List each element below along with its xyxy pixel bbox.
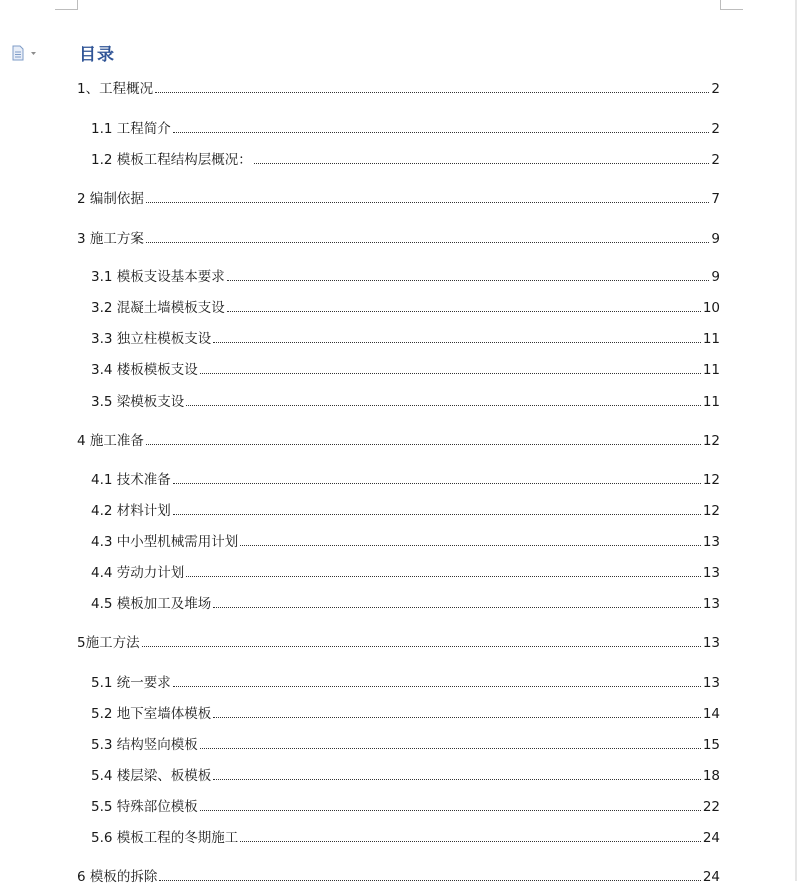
- toc-entry-page-number: 7: [711, 191, 720, 207]
- toc-entry[interactable]: [91, 327, 720, 347]
- toc-title: 目录: [79, 45, 115, 65]
- toc-entry[interactable]: [91, 561, 720, 581]
- toc-entry-label: 6 模板的拆除: [77, 869, 158, 885]
- toc-entry-page-number: 10: [702, 300, 720, 316]
- toc-entry-page-number: 15: [702, 737, 720, 753]
- toc-entry[interactable]: [91, 296, 720, 316]
- toc-entry-label: 5.1 统一要求: [91, 675, 171, 691]
- toc-entry[interactable]: [91, 530, 720, 550]
- toc-entry[interactable]: [91, 358, 720, 378]
- toc-entry-page-number: 2: [711, 81, 720, 97]
- toc-entry-label: 2 编制依据: [77, 191, 144, 207]
- toc-leader-dots: [200, 810, 701, 811]
- toc-entry[interactable]: [77, 631, 720, 651]
- toc-entry-page-number: 13: [702, 675, 720, 691]
- toc-entry-label: 1.2 模板工程结构层概况：: [91, 152, 252, 168]
- toc-leader-dots: [227, 311, 701, 312]
- toc-leader-dots: [142, 646, 701, 647]
- toc-entry-label: 3 施工方案: [77, 231, 144, 247]
- toc-entry[interactable]: [91, 795, 720, 815]
- toc-entry-label: 4.1 技术准备: [91, 472, 171, 488]
- toc-entry[interactable]: [91, 733, 720, 753]
- toc-entry[interactable]: [91, 671, 720, 691]
- toc-leader-dots: [186, 576, 701, 577]
- toc-entry[interactable]: [91, 702, 720, 722]
- toc-entry-label: 4.5 模板加工及堆场: [91, 596, 212, 612]
- toc-entry-page-number: 9: [711, 231, 720, 247]
- toc-entry-page-number: 11: [702, 362, 720, 378]
- toc-entry-label: 4.2 材料计划: [91, 503, 171, 519]
- toc-entry-page-number: 12: [702, 503, 720, 519]
- toc-entry-label: 3.3 独立柱模板支设: [91, 331, 212, 347]
- toc-leader-dots: [213, 779, 701, 780]
- toc-entry-label: 5.4 楼层梁、板模板: [91, 768, 212, 784]
- toc-entry[interactable]: [91, 499, 720, 519]
- toc-leader-dots: [227, 280, 710, 281]
- toc-leader-dots: [200, 373, 701, 374]
- toc-entry-label: 3.2 混凝土墙模板支设: [91, 300, 225, 316]
- toc-leader-dots: [200, 748, 701, 749]
- toc-leader-dots: [213, 607, 701, 608]
- toc-entry-label: 5.3 结构竖向模板: [91, 737, 198, 753]
- toc-entry-label: 4.4 劳动力计划: [91, 565, 185, 581]
- toc-entry[interactable]: [91, 592, 720, 612]
- toc-leader-dots: [173, 132, 710, 133]
- toc-entry[interactable]: [91, 148, 720, 168]
- toc-leader-dots: [213, 342, 701, 343]
- toc-entry-label: 5.6 模板工程的冬期施工: [91, 830, 239, 846]
- toc-entry-page-number: 13: [702, 565, 720, 581]
- toc-entry-page-number: 2: [711, 152, 720, 168]
- toc-entry-page-number: 24: [702, 830, 720, 846]
- toc-leader-dots: [173, 686, 701, 687]
- toc-entry-page-number: 11: [702, 394, 720, 410]
- toc-entry[interactable]: [91, 117, 720, 137]
- toc-entry-page-number: 22: [702, 799, 720, 815]
- toc-entry[interactable]: [77, 429, 720, 449]
- toc-entry-label: 3.5 梁模板支设: [91, 394, 185, 410]
- document-dropdown-icon[interactable]: [10, 44, 40, 62]
- toc-leader-dots: [240, 841, 701, 842]
- toc-entry-page-number: 12: [702, 433, 720, 449]
- toc-entry[interactable]: [91, 390, 720, 410]
- toc-entry-page-number: 11: [702, 331, 720, 347]
- toc-leader-dots: [146, 444, 701, 445]
- toc-entry-page-number: 9: [711, 269, 720, 285]
- toc-entry-page-number: 13: [702, 534, 720, 550]
- toc-leader-dots: [155, 92, 709, 93]
- toc-entry-page-number: 14: [702, 706, 720, 722]
- toc-entry-page-number: 24: [702, 869, 720, 885]
- toc-entry-label: 5.2 地下室墙体模板: [91, 706, 212, 722]
- toc-leader-dots: [186, 405, 701, 406]
- toc-entry-label: 4.3 中小型机械需用计划: [91, 534, 239, 550]
- toc-leader-dots: [146, 242, 710, 243]
- toc-entry-label: 5施工方法: [77, 635, 140, 651]
- toc-entry-page-number: 2: [711, 121, 720, 137]
- toc-entry-label: 1、工程概况: [77, 81, 154, 97]
- toc-entry[interactable]: [77, 77, 720, 97]
- margin-corner-mark-left: [55, 0, 78, 10]
- toc-leader-dots: [213, 717, 701, 718]
- toc-leader-dots: [254, 163, 710, 164]
- toc-entry[interactable]: [77, 227, 720, 247]
- toc-entry[interactable]: [77, 187, 720, 207]
- toc-entry-label: 4 施工准备: [77, 433, 144, 449]
- toc-entry-page-number: 13: [702, 635, 720, 651]
- toc-entry-label: 1.1 工程简介: [91, 121, 171, 137]
- toc-entry[interactable]: [91, 826, 720, 846]
- toc-entry-page-number: 12: [702, 472, 720, 488]
- toc-entry[interactable]: [91, 764, 720, 784]
- toc-leader-dots: [146, 202, 710, 203]
- toc-entry-label: 3.4 楼板模板支设: [91, 362, 198, 378]
- toc-entry[interactable]: [77, 865, 720, 885]
- toc-leader-dots: [173, 483, 701, 484]
- toc-entry-label: 5.5 特殊部位模板: [91, 799, 198, 815]
- toc-leader-dots: [173, 514, 701, 515]
- toc-entry-label: 3.1 模板支设基本要求: [91, 269, 225, 285]
- toc-entry-page-number: 18: [702, 768, 720, 784]
- toc-leader-dots: [240, 545, 701, 546]
- toc-entry[interactable]: [91, 265, 720, 285]
- toc-entry[interactable]: [91, 468, 720, 488]
- toc-entry-page-number: 13: [702, 596, 720, 612]
- margin-corner-mark-right: [720, 0, 743, 10]
